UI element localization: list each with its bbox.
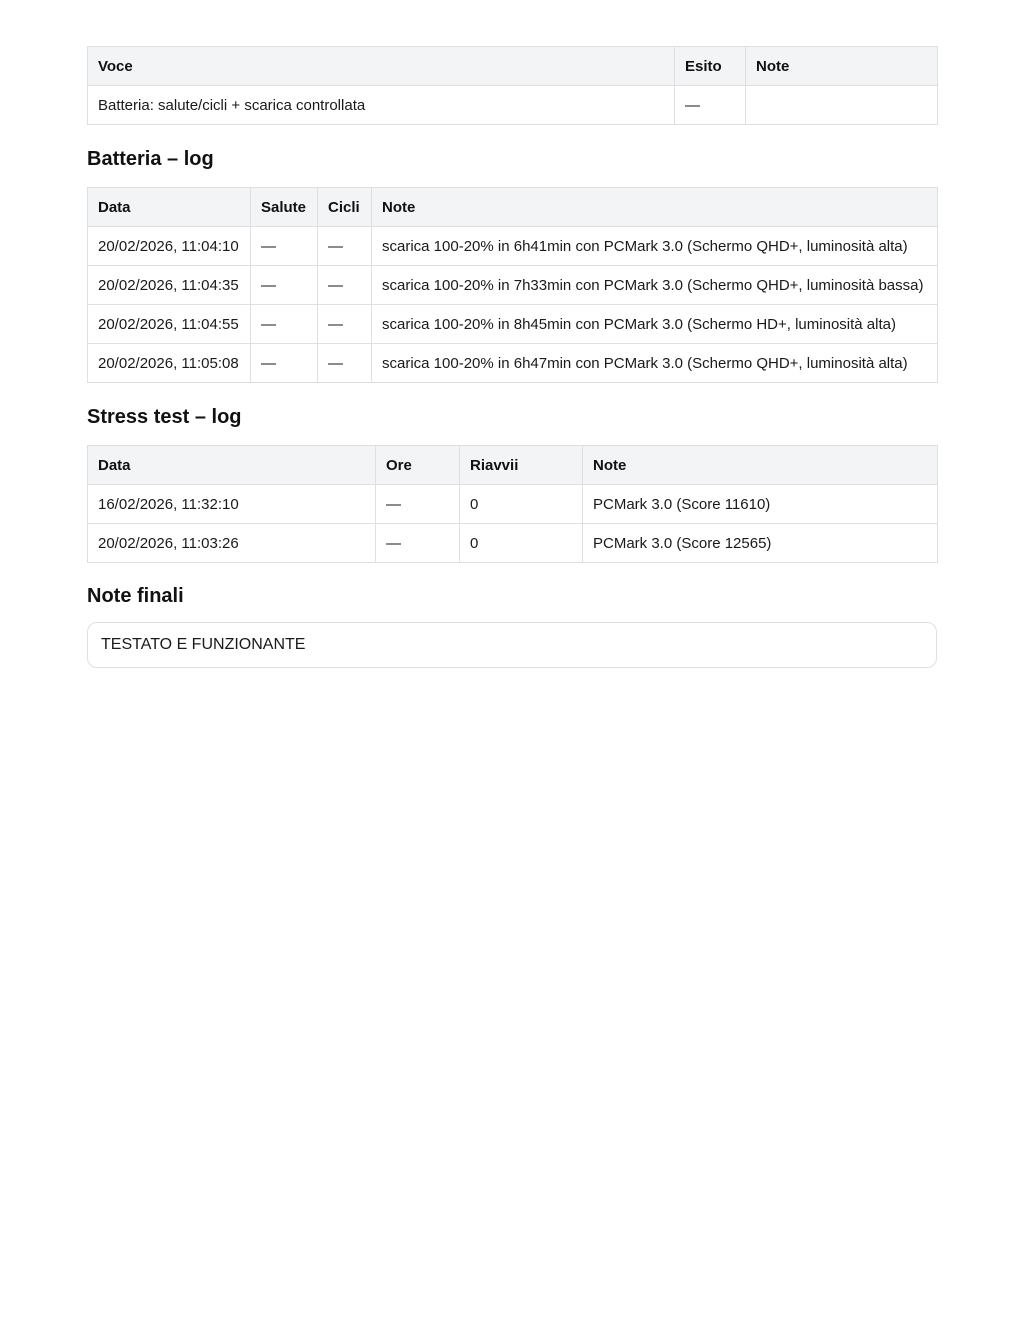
- final-notes-box: TESTATO E FUNZIONANTE: [87, 622, 937, 668]
- note-cell: scarica 100-20% in 6h47min con PCMark 3.0 (Schermo QHD+, luminosità alta): [372, 344, 938, 383]
- column-header-note: Note: [372, 188, 938, 227]
- summary-table: [87, 46, 938, 125]
- cicli-cell: —: [318, 344, 372, 383]
- riavvii-cell: 0: [460, 524, 583, 563]
- final-notes-heading: Note finali: [87, 585, 184, 607]
- column-header-ore: Ore: [376, 446, 460, 485]
- table-row: [88, 485, 938, 524]
- data-cell: 20/02/2026, 11:04:10: [88, 227, 251, 266]
- note-cell: scarica 100-20% in 7h33min con PCMark 3.0 (Schermo QHD+, luminosità bassa): [372, 266, 938, 305]
- data-cell: 16/02/2026, 11:32:10: [88, 485, 376, 524]
- summary-header-row: [88, 47, 938, 86]
- note-cell: scarica 100-20% in 8h45min con PCMark 3.0 (Schermo HD+, luminosità alta): [372, 305, 938, 344]
- salute-cell: —: [251, 305, 318, 344]
- column-header-voce: Voce: [88, 47, 675, 86]
- note-cell: PCMark 3.0 (Score 11610): [583, 485, 938, 524]
- battery-header-row: [88, 188, 938, 227]
- note-cell: [746, 86, 938, 125]
- table-row: [88, 524, 938, 563]
- column-header-data: Data: [88, 446, 376, 485]
- esito-cell: —: [675, 86, 746, 125]
- table-row: [88, 305, 938, 344]
- cicli-cell: —: [318, 227, 372, 266]
- battery-log-heading: Batteria – log: [87, 148, 214, 170]
- cicli-cell: —: [318, 305, 372, 344]
- salute-cell: —: [251, 227, 318, 266]
- salute-cell: —: [251, 344, 318, 383]
- report-page: [87, 46, 937, 668]
- column-header-salute: Salute: [251, 188, 318, 227]
- battery-log-table: [87, 187, 938, 383]
- data-cell: 20/02/2026, 11:04:55: [88, 305, 251, 344]
- note-cell: PCMark 3.0 (Score 12565): [583, 524, 938, 563]
- data-cell: 20/02/2026, 11:05:08: [88, 344, 251, 383]
- table-row: [88, 266, 938, 305]
- stress-log-heading: Stress test – log: [87, 406, 242, 428]
- table-row: [88, 344, 938, 383]
- note-cell: scarica 100-20% in 6h41min con PCMark 3.0 (Schermo QHD+, luminosità alta): [372, 227, 938, 266]
- stress-log-table: [87, 445, 938, 563]
- table-row: [88, 227, 938, 266]
- data-cell: 20/02/2026, 11:03:26: [88, 524, 376, 563]
- cicli-cell: —: [318, 266, 372, 305]
- table-row: [88, 86, 938, 125]
- column-header-data: Data: [88, 188, 251, 227]
- ore-cell: —: [376, 485, 460, 524]
- salute-cell: —: [251, 266, 318, 305]
- voce-cell: Batteria: salute/cicli + scarica controllata: [88, 86, 675, 125]
- column-header-note: Note: [583, 446, 938, 485]
- column-header-note: Note: [746, 47, 938, 86]
- ore-cell: —: [376, 524, 460, 563]
- column-header-riavvii: Riavvii: [460, 446, 583, 485]
- riavvii-cell: 0: [460, 485, 583, 524]
- stress-header-row: [88, 446, 938, 485]
- column-header-esito: Esito: [675, 47, 746, 86]
- column-header-cicli: Cicli: [318, 188, 372, 227]
- data-cell: 20/02/2026, 11:04:35: [88, 266, 251, 305]
